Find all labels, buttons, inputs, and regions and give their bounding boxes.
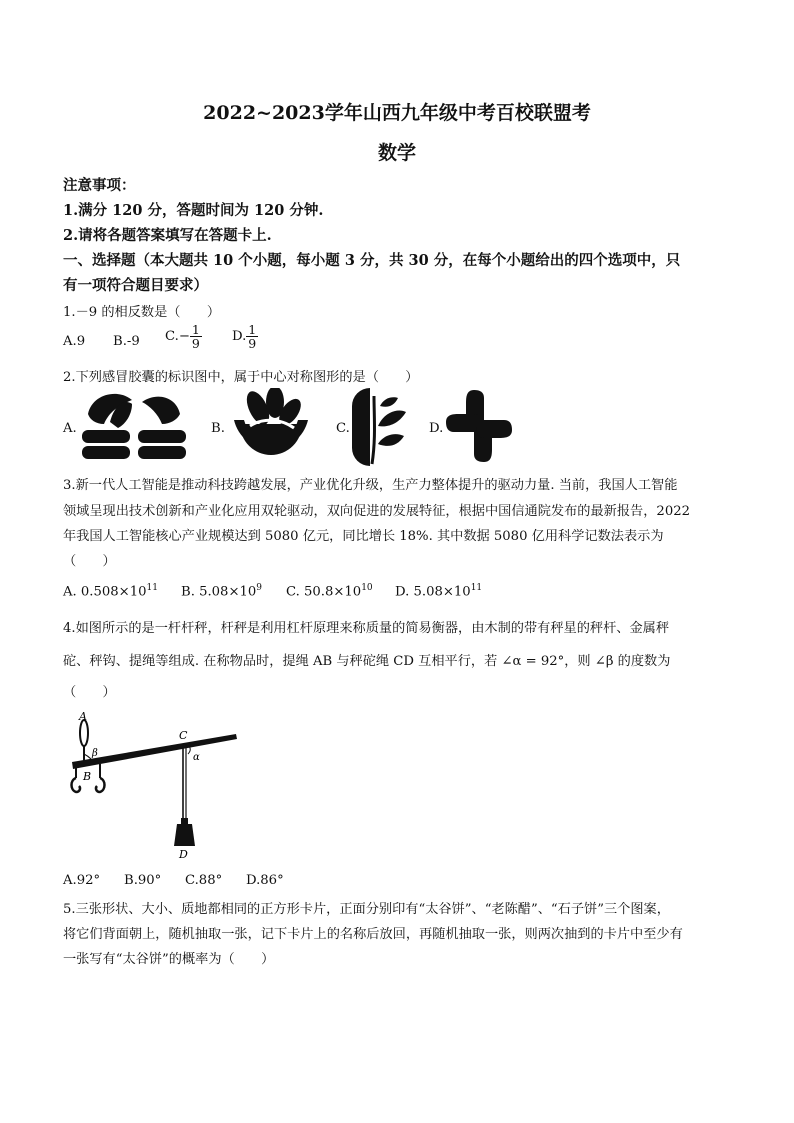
q3-option-a <box>63 583 158 599</box>
label-c: C <box>179 729 188 742</box>
q1-d-numerator: 1 <box>248 322 257 337</box>
weight-body <box>174 824 195 846</box>
q1-option-c-label: C. <box>165 329 179 345</box>
q3-option-d <box>395 583 482 599</box>
q1-option-c <box>165 323 202 350</box>
steelyard-figure <box>62 706 242 866</box>
question-5-line-3: 一张写有“太谷饼”的概率为（ ） <box>63 952 275 967</box>
capsule-icon-d <box>444 388 514 464</box>
q1-option-a: A.9 <box>63 334 86 349</box>
q1-c-denominator: 9 <box>191 336 200 352</box>
section-heading-line-2: 有一项符合题目要求） <box>63 277 208 294</box>
label-beta: β <box>92 748 98 759</box>
question-2-stem: 2.下列感冒胶囊的标识图中，属于中心对称图形的是（ ） <box>63 370 419 385</box>
question-5-line-2: 将它们背面朝上，随机抽取一张，记下卡片上的名称后放回，再随机抽取一张，则两次抽到的卡片中至少有 <box>63 927 683 942</box>
question-3-line-3: 年我国人工智能核心产业规模达到 5080 亿元，同比增长 18%. 其中数据 5080 亿用科学记数法表示为 <box>63 529 664 544</box>
q3-b-exponent: 9 <box>256 583 263 593</box>
q1-option-d-label: D. <box>232 329 247 345</box>
capsule-icon-a <box>80 388 188 468</box>
q3-b-base: B. 5.08×10 <box>181 584 257 600</box>
q4-option-c: C.88° <box>185 873 223 888</box>
notes-line-1: 1.满分 120 分，答题时间为 120 分钟. <box>63 202 324 219</box>
label-b: B <box>83 770 92 783</box>
q4-option-a: A.92° <box>63 873 101 888</box>
q2-option-c: C. <box>336 421 350 436</box>
question-3-line-1: 3.新一代人工智能是推动科技跨越发展，产业优化升级，生产力整体提升的驱动力量. 当前，我国人工智能 <box>63 478 678 493</box>
question-4-line-3: （ ） <box>63 685 116 700</box>
weight-top <box>181 818 188 824</box>
q3-a-exponent: 11 <box>146 583 158 593</box>
q1-option-d <box>232 323 258 350</box>
lifting-rope-loop <box>80 720 88 746</box>
q3-c-base: C. 50.8×10 <box>286 584 362 600</box>
q1-option-c-fraction <box>190 323 202 350</box>
exam-subject: 数学 <box>377 142 416 164</box>
angle-beta-arc <box>84 754 91 759</box>
question-1-stem: 1.－9 的相反数是（ ） <box>63 305 221 320</box>
question-4-line-1: 4.如图所示的是一杆杆秤，杆秤是利用杠杆原理来称质量的简易衡器，由木制的带有秤星的秤杆、金属秤 <box>63 621 670 636</box>
section-heading-line-1: 一、选择题（本大题共 10 个小题，每小题 3 分，共 30 分，在每个小题给出的四个选项中，只 <box>63 252 681 269</box>
label-d: D <box>179 848 188 861</box>
question-3-line-2: 领域呈现出技术创新和产业化应用双轮驱动，双向促进的发展特征，根据中国信通院发布的最新报告，2022 <box>63 504 690 519</box>
hook-left <box>72 778 81 792</box>
capsule-icon-b <box>228 388 314 468</box>
question-3-line-4: （ ） <box>63 554 116 569</box>
label-a: A <box>79 710 87 723</box>
q3-d-base: D. 5.08×10 <box>395 584 471 600</box>
q1-d-denominator: 9 <box>248 336 257 352</box>
q2-option-d: D. <box>429 421 444 436</box>
hook-right <box>96 778 105 792</box>
exam-title: 2022~2023学年山西九年级中考百校联盟考 <box>203 102 591 124</box>
question-4-line-2: 砣、秤钩、提绳等组成. 在称物品时，提绳 AB 与秤砣绳 CD 互相平行，若 ∠α = 92°，则 ∠β 的度数为 <box>63 654 671 669</box>
q1-option-b: B.-9 <box>113 334 140 349</box>
label-alpha: α <box>193 752 200 763</box>
q3-option-b <box>181 583 262 599</box>
q3-option-c <box>286 583 373 599</box>
q4-option-d: D.86° <box>246 873 284 888</box>
question-5-line-1: 5.三张形状、大小、质地都相同的正方形卡片，正面分别印有“太谷饼”、“老陈醋”、“石子饼”三个图案， <box>63 902 670 917</box>
q1-c-numerator: 1 <box>191 322 200 337</box>
notes-line-2: 2.请将各题答案填写在答题卡上. <box>63 227 272 244</box>
q1-option-d-fraction <box>246 323 258 350</box>
q4-option-b: B.90° <box>124 873 162 888</box>
q1-option-c-sign: − <box>178 329 190 345</box>
q3-c-exponent: 10 <box>361 583 373 593</box>
capsule-icon-c <box>350 386 412 468</box>
notes-heading: 注意事项： <box>63 177 136 194</box>
q2-option-a: A. <box>63 421 77 436</box>
q3-d-exponent: 11 <box>470 583 483 593</box>
q2-option-b: B. <box>211 421 225 436</box>
q3-a-base: A. 0.508×10 <box>63 584 147 600</box>
